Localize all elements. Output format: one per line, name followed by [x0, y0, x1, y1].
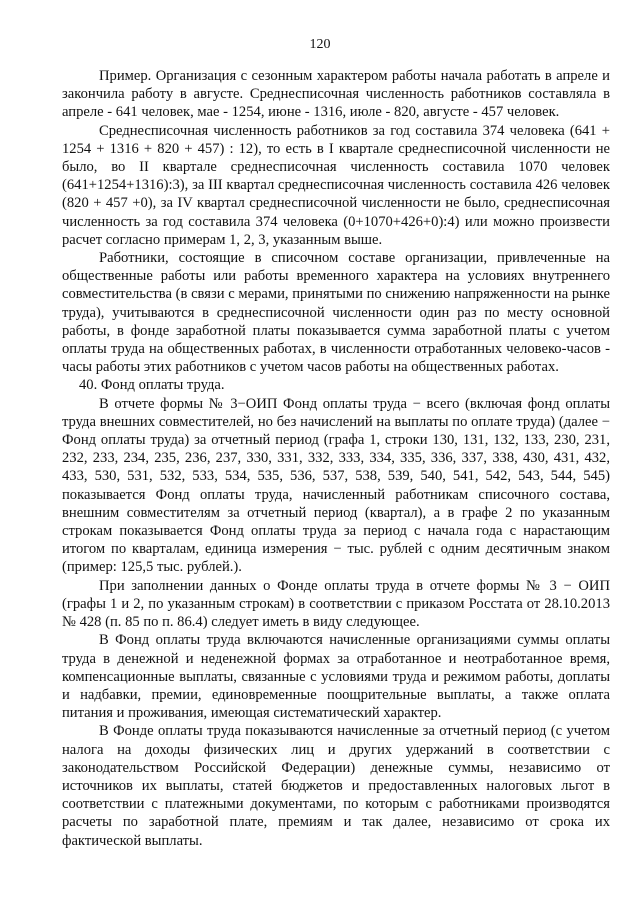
paragraph-included-sums: В Фонд оплаты труда включаются начисленные организациями суммы оплаты труда в денежной и неденежной формах за отработанное и неотработанное время, компенсационные выплаты, связанные с условиями труда и режимом работы, доплаты и надбавки, премии, единовременные поощрительные выплаты, а также оплата питания и проживания, имеющая систематический характер.: [62, 632, 610, 722]
paragraph-public-works: Работники, состоящие в списочном составе организации, привлеченные на общественные работы или работы временного характера на условиях внутреннего совместительства (в связи с мерами, принятыми по снижению напряженности на рынке труда), учитываются в среднесписочной численности один раз по месту основной работы, в фонде заработной платы показывается сумма заработной платы с учетом оплаты труда на общественных работах, в численности отработанных человеко-часов - часы работы этих работников с учетом часов работы на общественных работах.: [62, 250, 610, 376]
paragraph-report-form: В отчете формы № 3−ОИП Фонд оплаты труда − всего (включая фонд оплаты труда внешних совместителей, но без начислений на выплаты по оплате труда) (далее − Фонд оплаты труда) за отчетный период (графа 1, строки 130, 131, 132, 133, 230, 231, 232, 233, 234, 235, 236, 237, 330, 331, 332, 333, 334, 335, 336, 337, 338, 430, 431, 432, 433, 530, 531, 532, 533, 534, 535, 536, 537, 538, 539, 540, 541, 542, 543, 544, 545) показывается Фонд оплаты труда, начисленный работникам списочного состава, внешним совместителям за отчетный период (квартал), а в графе 2 по указанным строкам показывается Фонд оплаты труда за период с начала года с нарастающим итогом по кварталам, единица измерения − тыс. рублей с одним десятичным знаком (пример: 125,5 тыс. рублей.).: [62, 395, 610, 576]
page-number: 120: [309, 37, 331, 52]
paragraph-accrued-sums: В Фонде оплаты труда показываются начисленные за отчетный период (с учетом налога на доходы физических лиц и других удержаний в соответствии с законодательством Российской Федерации) денежные суммы, независимо от источников их выплаты, статей бюджетов и предоставленных налоговых льгот в соответствии с платежными документами, по которым с работниками производятся расчеты по заработной плате, премиям и так далее, независимо от срока их фактической выплаты.: [62, 723, 610, 849]
paragraph-annual-calculation: Среднесписочная численность работников за год составила 374 человека (641 + 1254 + 1316 + 820 + 457) : 12), то есть в I квартале среднесписочной численности не было, во II квартале среднесписочная численность составила 1070 человек (641+1254+1316):3), за III квартал среднесписочная численность составила 426 человек (820 + 457 +0), за IV квартал среднесписочной численности не было, среднесписочная численность за год составила 374 человека (0+1070+426+0):4) или можно произвести расчет согласно примерам 1, 2, 3, указанным выше.: [62, 122, 610, 248]
document-body: [62, 67, 610, 850]
paragraph-filling-rules: При заполнении данных о Фонде оплаты труда в отчете формы № 3 − ОИП (графы 1 и 2, по указанным строкам) в соответствии с приказом Росстата от 28.10.2013 № 428 (п. 85 по п. 86.4) следует иметь в виду следующее.: [62, 577, 610, 631]
paragraph-example: Пример. Организация с сезонным характером работы начала работать в апреле и закончила работу в августе. Среднесписочная численность работников составляла в апреле - 641 человек, мае - 1254, июне - 1316, июле - 820, августе - 457 человек.: [62, 68, 610, 121]
section-heading-wage-fund: 40. Фонд оплаты труда.: [79, 377, 225, 394]
